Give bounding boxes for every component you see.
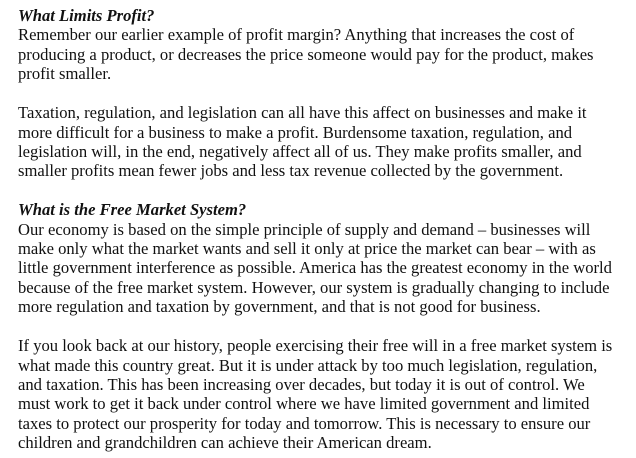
text-line: make only what the market wants and sell it only at price the market can bear – with as (18, 239, 596, 259)
text-line: because of the free market system. However, our system is gradually changing to include (18, 277, 610, 297)
text-line: producing a product, or decreases the price someone would pay for the product, makes (18, 44, 594, 64)
text-line: more regulation and taxation by government, and that is not good for business. (18, 297, 541, 317)
paragraph (18, 336, 630, 452)
text-line: what made this country great. But it is under attack by too much legislation, regulation, (18, 355, 598, 375)
paragraph-spacer (18, 84, 630, 104)
text-line: Taxation, regulation, and legislation can all have this affect on businesses and make it (18, 103, 587, 123)
section-what-limits-profit (18, 6, 630, 181)
text-line: little government interference as possible. America has the greatest economy in the world (18, 258, 612, 278)
text-line: legislation will, in the end, negatively affect all of us. They make profits smaller, and (18, 141, 582, 161)
text-line: children and grandchildren can achieve their American dream. (18, 433, 432, 453)
text-line: and taxation. This has been increasing over decades, but today it is out of control. We (18, 375, 585, 394)
text-line: taxes to protect our prosperity for today and tomorrow. This is necessary to ensure our (18, 413, 591, 433)
text-line: smaller profits mean fewer jobs and less tax revenue collected by the government. (18, 161, 564, 181)
paragraph (18, 25, 630, 83)
document-page (18, 6, 630, 453)
text-line: If you look back at our history, people exercising their free will in a free market system is (18, 336, 613, 356)
section-free-market-system (18, 200, 630, 452)
section-spacer (18, 181, 630, 201)
text-line: more difficult for a business to make a profit. Burdensome taxation, regulation, and (18, 122, 573, 142)
section-heading: What Limits Profit? (18, 6, 155, 25)
text-line: Remember our earlier example of profit margin? Anything that increases the cost of (18, 25, 575, 45)
section-heading: What is the Free Market System? (18, 200, 247, 220)
paragraph-spacer (18, 317, 630, 337)
paragraph (18, 103, 630, 181)
text-line: must work to get it back under control where we have limited government and limited (18, 394, 590, 414)
paragraph (18, 220, 630, 317)
text-line: profit smaller. (18, 64, 112, 84)
text-line: Our economy is based on the simple principle of supply and demand – businesses will (18, 219, 591, 239)
